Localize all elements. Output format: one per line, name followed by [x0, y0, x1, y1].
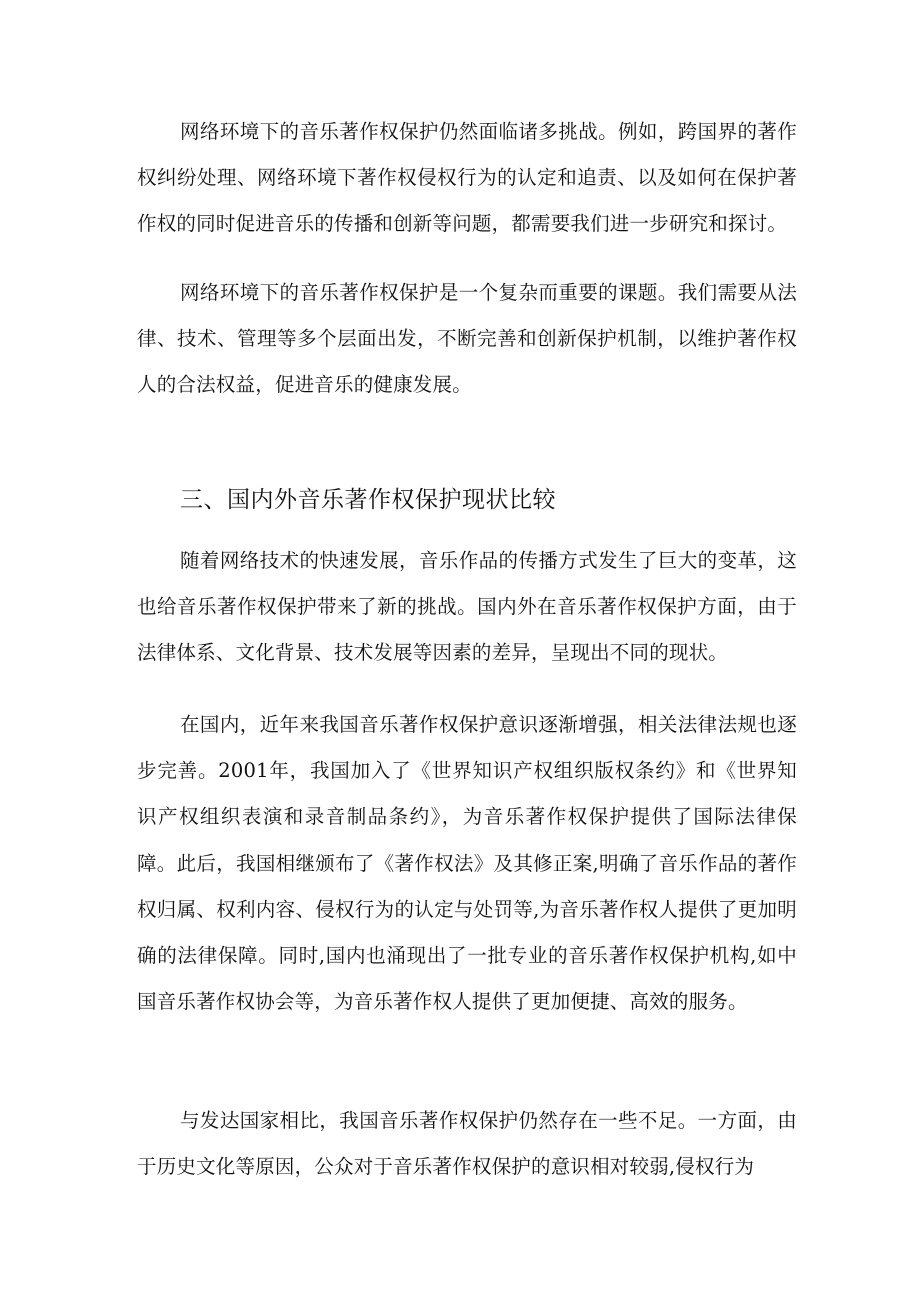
body-paragraph: 网络环境下的音乐著作权保护是一个复杂而重要的课题。我们需要从法律、技术、管理等多个层面出发，不断完善和创新保护机制，以维护著作权人的合法权益，促进音乐的健康发展。: [137, 281, 797, 397]
section-heading: 三、国内外音乐著作权保护现状比较: [180, 487, 556, 513]
body-paragraph: 在国内，近年来我国音乐著作权保护意识逐渐增强，相关法律法规也逐步完善。2001年，我国加入了《世界知识产权组织版权条约》和《世界知识产权组织表演和录音制品条约》，为音乐著作权保护提供了国际法律保障。此后，我国相继颁布了《著作权法》及其修正案,明确了音乐作品的著作权归属、权利内容、侵权行为的认定与处罚等,为音乐著作权人提供了更加明确的法律保障。同时,国内也涌现出了一批专业的音乐著作权保护机构,如中国音乐著作权协会等，为音乐著作权人提供了更加便捷、高效的服务。: [137, 713, 797, 1014]
body-paragraph: 网络环境下的音乐著作权保护仍然面临诸多挑战。例如，跨国界的著作权纠纷处理、网络环境下著作权侵权行为的认定和追责、以及如何在保护著作权的同时促进音乐的传播和创新等问题，都需要我们进一步研究和探讨。: [137, 120, 797, 236]
body-paragraph: 与发达国家相比，我国音乐著作权保护仍然存在一些不足。一方面，由于历史文化等原因，公众对于音乐著作权保护的意识相对较弱,侵权行为: [137, 1109, 797, 1179]
body-paragraph: 随着网络技术的快速发展，音乐作品的传播方式发生了巨大的变革，这也给音乐著作权保护带来了新的挑战。国内外在音乐著作权保护方面，由于法律体系、文化背景、技术发展等因素的差异，呈现出不同的现状。: [137, 549, 797, 665]
